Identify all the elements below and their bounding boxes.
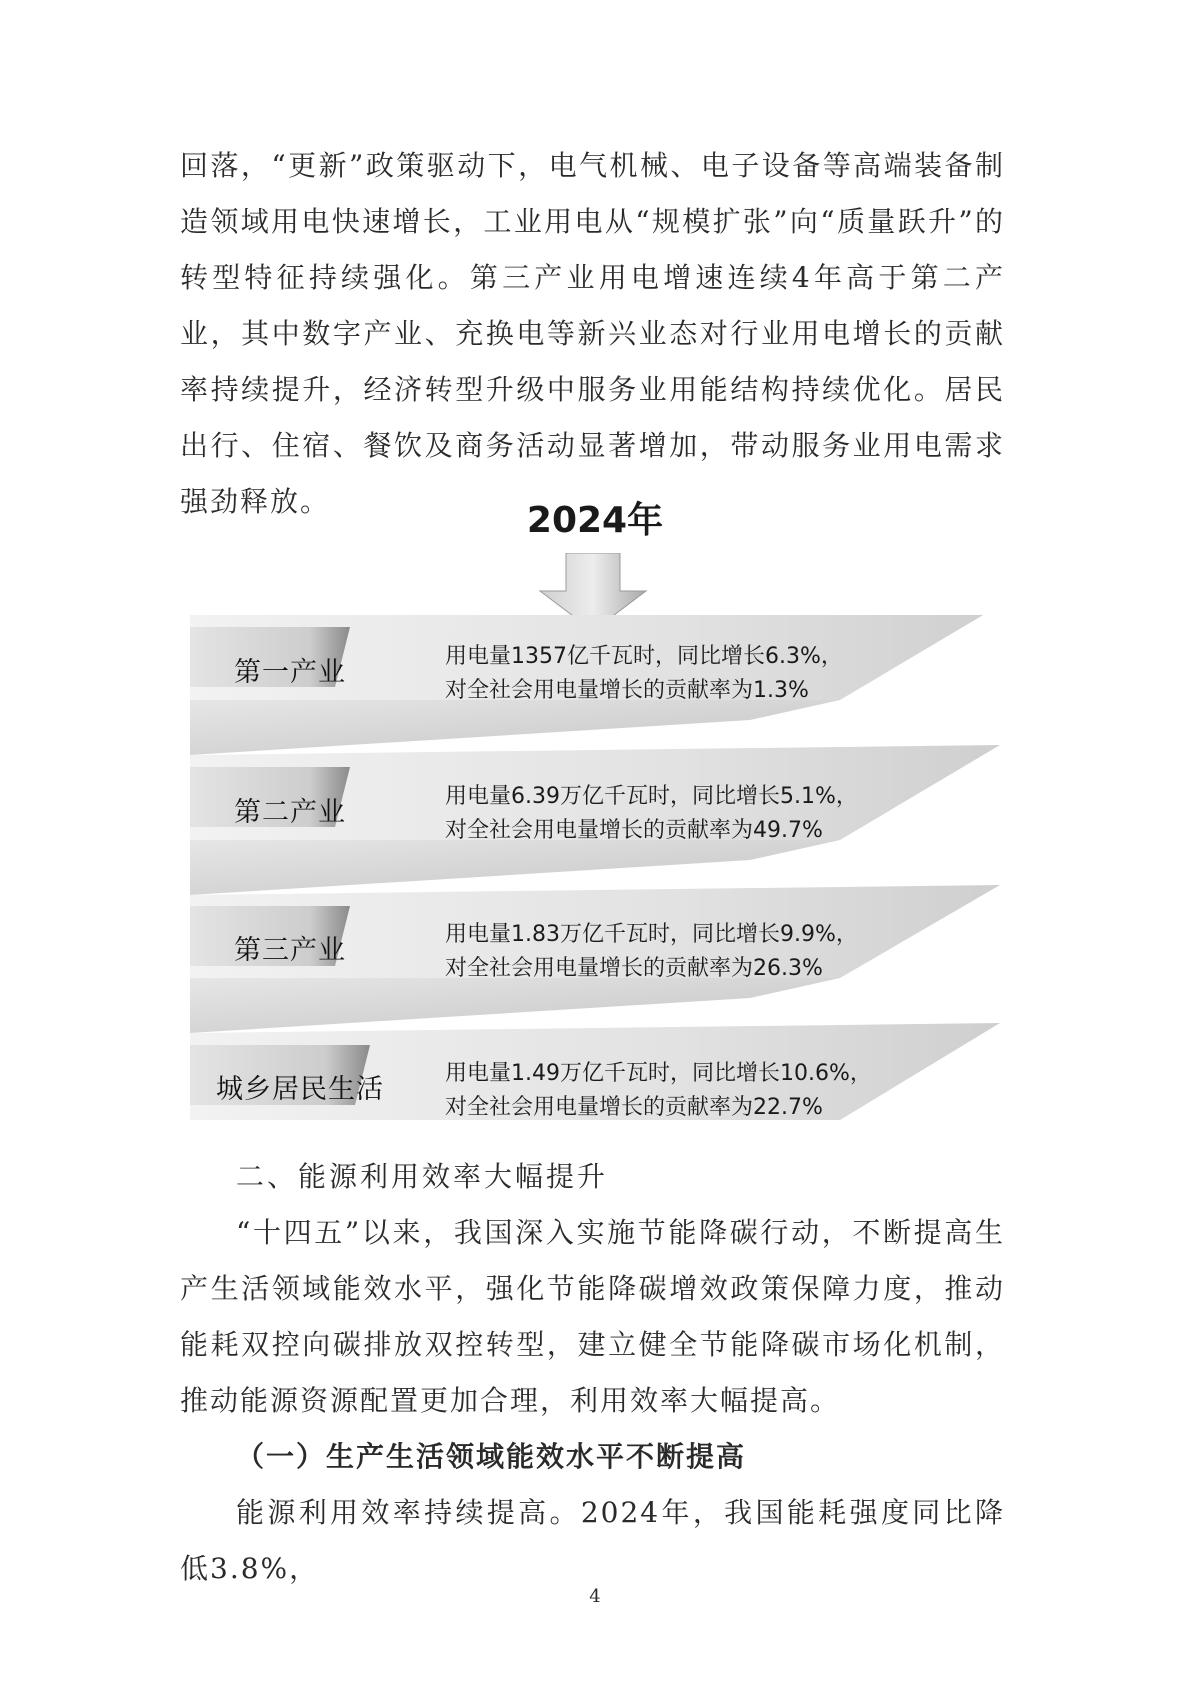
paragraph-efficiency [180, 1205, 1005, 1429]
paragraph-intro: 回落，“更新”政策驱动下，电气机械、电子设备等高端装备制造领域用电快速增长，工业用电从“规模扩张”向“质量跃升”的转型特征持续强化。第三产业用电增速连续4年高于第二产业，其中数字产业、充换电等新兴业态对行业用电增长的贡献率持续提升，经济转型升级中服务业用能结构持续优化。居民出行、住宿、餐饮及商务活动显著增加，带动服务业用电需求强劲释放。 [180, 149, 1005, 518]
row-description [445, 1057, 872, 1125]
row-label: 第一产业 [234, 657, 346, 688]
paragraph-energy-intensity [180, 1485, 1005, 1597]
infographic-row-primary [190, 630, 1000, 716]
row-line-1: 用电量6.39万亿千瓦时，同比增长5.1%， [445, 784, 858, 809]
row-label: 第二产业 [234, 797, 346, 828]
infographic-row-secondary [190, 770, 1000, 856]
section-heading: 二、能源利用效率大幅提升 [236, 1160, 609, 1193]
row-line-2: 对全社会用电量增长的贡献率为1.3% [445, 678, 809, 703]
row-description [445, 918, 858, 986]
infographic-row-residential [190, 1047, 1000, 1133]
row-line-1: 用电量1.49万亿千瓦时，同比增长10.6%， [445, 1061, 872, 1086]
row-label: 城乡居民生活 [216, 1074, 384, 1105]
infographic-row-tertiary [190, 908, 1000, 994]
page-number: 4 [589, 1586, 601, 1607]
row-line-1: 用电量1.83万亿千瓦时，同比增长9.9%， [445, 922, 858, 947]
row-description [445, 780, 858, 848]
row-line-2: 对全社会用电量增长的贡献率为49.7% [445, 818, 823, 843]
row-line-2: 对全社会用电量增长的贡献率为26.3% [445, 956, 823, 981]
row-line-2: 对全社会用电量增长的贡献率为22.7% [445, 1095, 823, 1120]
infographic-title: 2024年 [526, 500, 664, 541]
row-description [445, 640, 843, 708]
paragraph-efficiency-text: “十四五”以来，我国深入实施节能降碳行动，不断提高生产生活领域能效水平，强化节能降碳增效政策保障力度，推动能耗双控向碳排放双控转型，建立健全节能降碳市场化机制，推动能源资源配置更加合理，利用效率大幅提高。 [180, 1216, 1005, 1417]
subsection-heading: （一）生产生活领域能效水平不断提高 [236, 1440, 747, 1473]
row-line-1: 用电量1357亿千瓦时，同比增长6.3%， [445, 644, 843, 669]
row-label: 第三产业 [234, 935, 346, 966]
paragraph-energy-intensity-text: 能源利用效率持续提高。2024年，我国能耗强度同比降低3.8%， [180, 1496, 1005, 1585]
